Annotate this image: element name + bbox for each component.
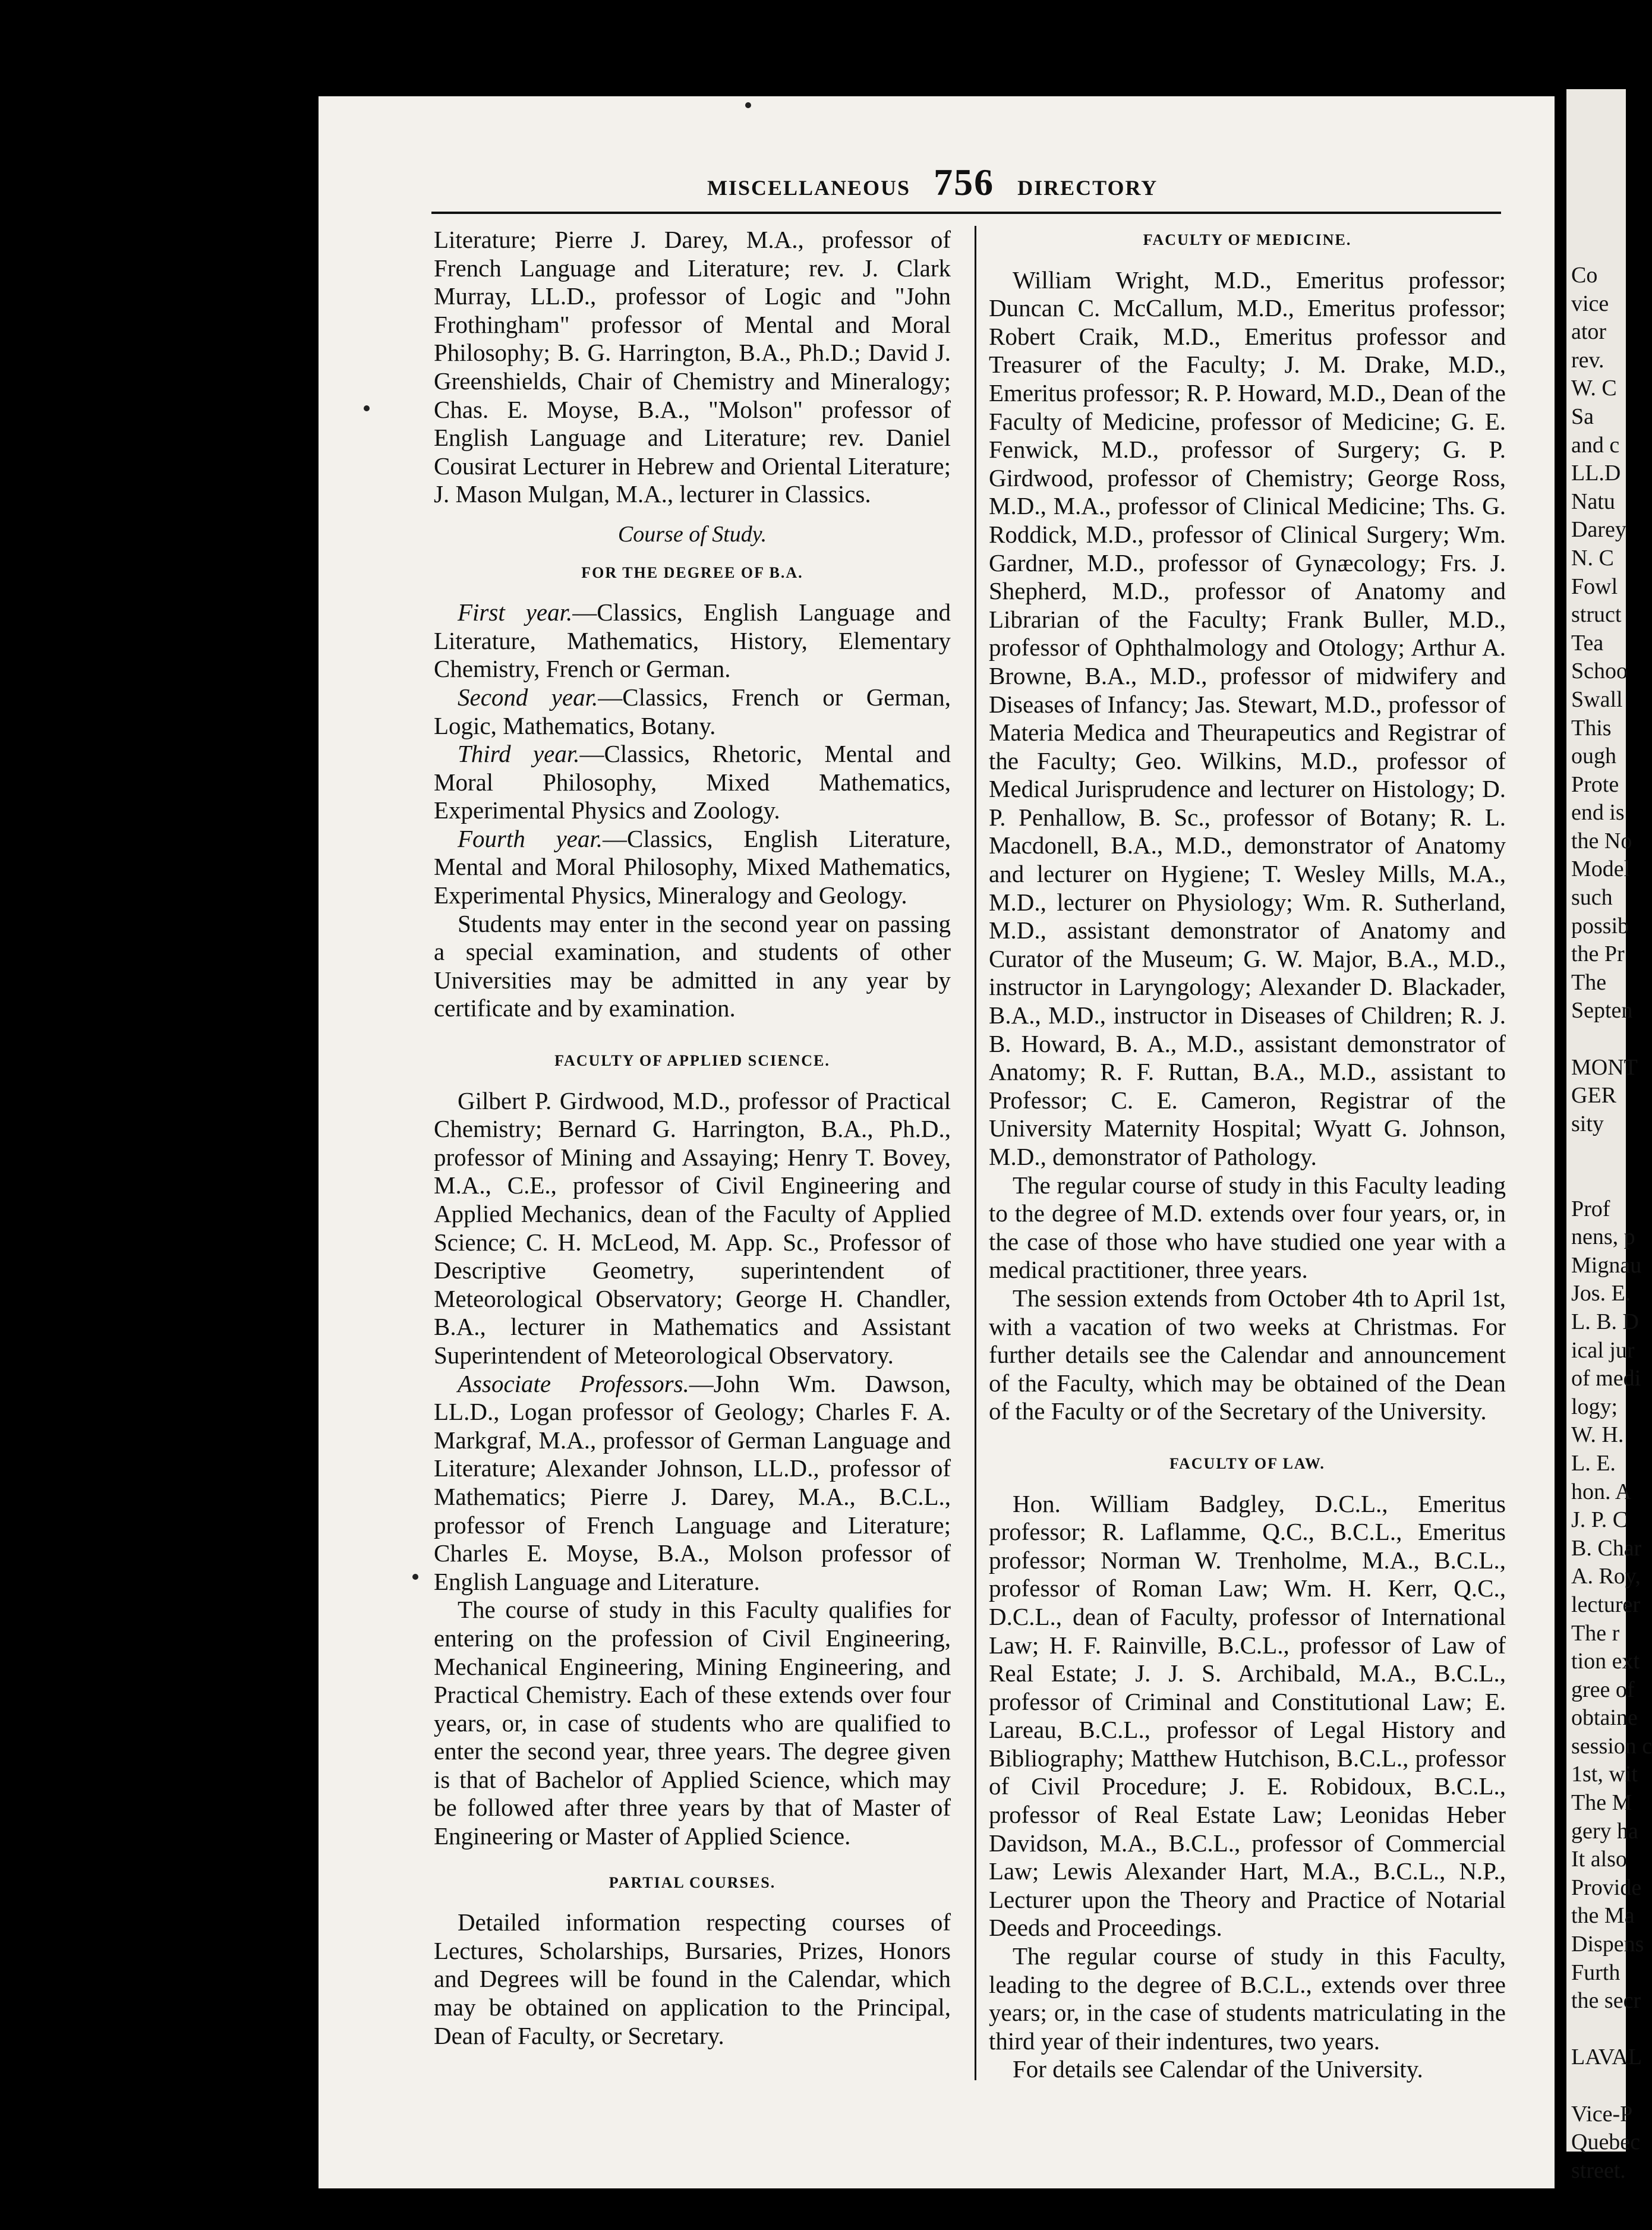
second-year-text: —Classics, French or German, Logic, Mathematics, Botany.	[434, 683, 951, 739]
column-rule	[975, 226, 976, 2080]
adjacent-page-line: 1st, wit	[1571, 1762, 1638, 1787]
left-column	[434, 226, 951, 2050]
first-year-text: —Classics, English Language and Literature, Mathematics, History, Elementary Chemistry, French or German.	[434, 599, 951, 683]
adjacent-page-line: of medi	[1571, 1366, 1641, 1391]
adjacent-page-line: Mignau	[1571, 1252, 1642, 1278]
adjacent-page-line: W. C	[1571, 376, 1617, 401]
adjacent-page-line	[1571, 2072, 1626, 2100]
adjacent-page-line: gree of	[1571, 1677, 1635, 1702]
adjacent-page-line: such	[1571, 885, 1613, 911]
adjacent-page-line: Co	[1571, 263, 1598, 288]
adjacent-page-line: the No	[1571, 828, 1632, 853]
arts-staff-paragraph: Literature; Pierre J. Darey, M.A., professor of French Language and Literature; rev. J. Clark Murray, LL.D., professor of Logic and "John Frothingham" professor of Mental and Moral Philosophy; B. G. Harrington, B.A., Ph.D.; David J. Greenshields, Chair of Chemistry and Mineralogy; Chas. E. Moyse, B.A., "Molson" professor of English Language and Literature; rev. Daniel Cousirat Lecturer in Hebrew and Oriental Literature; J. Mason Mulgan, M.A., lecturer in Classics.	[434, 226, 951, 508]
adjacent-page-edge	[1566, 89, 1652, 2183]
adjacent-page-line: and c	[1571, 432, 1620, 458]
adjacent-page-line: ator	[1571, 319, 1607, 345]
adjacent-page-line: Model	[1571, 856, 1631, 882]
adjacent-page-line: logy;	[1571, 1394, 1618, 1419]
adjacent-page-line	[1571, 2015, 1626, 2044]
adjacent-page-line: The	[1571, 969, 1607, 995]
adjacent-page-line: L. B. D	[1571, 1309, 1639, 1334]
adjacent-page-line: street.	[1571, 2157, 1626, 2183]
adjacent-page-line: Vice-P	[1571, 2101, 1633, 2127]
adjacent-page-line: MONT	[1571, 1054, 1638, 1080]
adjacent-page-line: Provide	[1571, 1875, 1642, 1900]
adjacent-page-line: LL.D	[1571, 461, 1621, 486]
adjacent-page-line: obtaine	[1571, 1705, 1638, 1731]
applied-course-paragraph: The course of study in this Faculty qualifies for entering on the profession of Civil Engineering, Mechanical Engineering, Mining Engineering, and Practical Chemistry. Each of these extends over four years, or, in case of students who are qualified to enter the second year, three years. The degree given is that of Bachelor of Applied Science, which may be followed after three years by that of Master of Engineering or Master of Applied Science.	[434, 1596, 951, 1850]
applied-science-staff: Gilbert P. Girdwood, M.D., professor of Practical Chemistry; Bernard G. Harrington, B.A., Ph.D., professor of Mining and Assaying; Henry T. Bovey, M.A., C.E., professor of Civil Engineering and Applied Mechanics, dean of the Faculty of Applied Science; C. H. McLeod, M. App. Sc., Professor of Descriptive Geometry, superintendent of Meteorological Observatory; George H. Chandler, B.A., lecturer in Mathematics and Assistant Superintendent of Meteorological Observatory.	[434, 1086, 951, 1369]
partial-courses-paragraph: Detailed information respecting courses of Lectures, Scholarships, Bursaries, Prizes, Honors and Degrees will be found in the Calendar, which may be obtained on application to the Principal, Dean of Faculty, or Secretary.	[434, 1908, 951, 2049]
medicine-session-paragraph: The session extends from October 4th to April 1st, with a vacation of two weeks at Christmas. For further details see the Calendar and announcement of the Faculty, which may be obtained of the Dean of the Faculty or of the Secretary of the University.	[989, 1284, 1506, 1425]
adjacent-page-line: GER	[1571, 1083, 1616, 1108]
adjacent-page-line: Prote	[1571, 771, 1619, 797]
adjacent-page-line: tion ext	[1571, 1649, 1640, 1674]
associate-professors-text: —John Wm. Dawson, LL.D., Logan professor of Geology; Charles F. A. Markgraf, M.A., professor of German Language and Literature; Alexander Johnson, LL.D., professor of Mathematics; Pierre J. Darey, M.A., B.C.L., professor of French Language and Literature; Charles E. Moyse, B.A., Molson professor of English Language and Literature.	[434, 1369, 951, 1595]
adjacent-page-line: gery ha	[1571, 1818, 1638, 1844]
adjacent-page-line: Schoo	[1571, 659, 1628, 684]
fourth-year-label: Fourth year.	[458, 824, 603, 852]
adjacent-page-line: hon. A	[1571, 1479, 1632, 1504]
law-details-paragraph: For details see Calendar of the University.	[1013, 2055, 1423, 2083]
margin-dot	[412, 1574, 418, 1580]
medicine-course-paragraph: The regular course of study in this Faculty leading to the degree of M.D. extends over four years, or, in the case of those who have studied one year with a medical practitioner, three years.	[989, 1171, 1506, 1284]
adjacent-page-line: Darey	[1571, 517, 1626, 543]
adjacent-page-line: the Ma	[1571, 1903, 1635, 1929]
adjacent-page-line	[1571, 1167, 1626, 1195]
adjacent-page-line: B. Char	[1571, 1535, 1642, 1561]
adjacent-page-text	[1566, 262, 1652, 2185]
adjacent-page-line: the Pr	[1571, 941, 1625, 967]
third-year-text: —Classics, Rhetoric, Mental and Moral Philosophy, Mixed Mathematics, Experimental Physics and Zoology.	[434, 740, 951, 824]
adjacent-page-line: end is	[1571, 800, 1625, 826]
third-year-paragraph	[434, 740, 951, 825]
adjacent-page-line: Tea	[1571, 630, 1604, 656]
adjacent-page-line: Dispens	[1571, 1932, 1644, 1957]
header-right: DIRECTORY	[1017, 176, 1158, 200]
associate-professors-paragraph	[434, 1370, 951, 1596]
first-year-label: First year.	[458, 599, 573, 626]
adjacent-page-line: L. E.	[1571, 1450, 1616, 1476]
law-heading: FACULTY OF LAW.	[1169, 1454, 1325, 1472]
adjacent-page-line: ical jur	[1571, 1337, 1635, 1363]
adjacent-page-line: Septen	[1571, 998, 1633, 1023]
right-column	[989, 226, 1506, 2084]
second-year-label: Second year.	[458, 683, 598, 711]
applied-science-heading: FACULTY OF APPLIED SCIENCE.	[554, 1052, 830, 1070]
medicine-heading: FACULTY OF MEDICINE.	[1143, 231, 1352, 248]
adjacent-page-line	[1571, 1138, 1626, 1167]
admission-paragraph: Students may enter in the second year on passing a special examination, and students of other Universities may be admitted in any year by certificate and by examination.	[434, 909, 951, 1022]
adjacent-page-line: Sa	[1571, 404, 1594, 429]
adjacent-page-line: possib	[1571, 913, 1629, 938]
adjacent-page-line: rev.	[1571, 347, 1604, 373]
adjacent-page-line: the secr	[1571, 1988, 1641, 2014]
course-of-study-heading: Course of Study.	[617, 521, 767, 547]
adjacent-page-line: Jos. E.	[1571, 1281, 1631, 1306]
margin-dot	[364, 405, 370, 411]
adjacent-page-line: sity	[1571, 1111, 1604, 1136]
adjacent-page-line: ough	[1571, 744, 1616, 769]
second-year-paragraph	[434, 684, 951, 740]
adjacent-page-line: W. H.	[1571, 1422, 1624, 1448]
adjacent-page-line: N. C	[1571, 545, 1614, 571]
adjacent-page-line: Furth	[1571, 1960, 1621, 1985]
adjacent-page-line	[1571, 1025, 1626, 1054]
fourth-year-text: —Classics, English Literature, Mental and Moral Philosophy, Mixed Mathematics, Experimental Physics, Mineralogy and Geology.	[434, 824, 951, 909]
adjacent-page-line: lecturer	[1571, 1592, 1641, 1617]
adjacent-page-line: Natu	[1571, 489, 1615, 514]
adjacent-page-line: J. P. C	[1571, 1507, 1628, 1533]
header-left: MISCELLANEOUS	[707, 176, 911, 200]
first-year-paragraph	[434, 599, 951, 684]
adjacent-page-line: LAVAL	[1571, 2045, 1642, 2070]
adjacent-page-line: Quebec	[1571, 2130, 1641, 2155]
third-year-label: Third year.	[458, 740, 580, 768]
margin-dot	[745, 102, 751, 108]
adjacent-page-line: Swall	[1571, 686, 1623, 712]
adjacent-page-line: session c	[1571, 1733, 1652, 1759]
adjacent-page-line: nens, p	[1571, 1224, 1635, 1250]
adjacent-page-line: The M	[1571, 1790, 1632, 1816]
adjacent-page-line: vice	[1571, 291, 1609, 316]
ba-degree-heading: FOR THE DEGREE OF B.A.	[581, 563, 803, 581]
header-rule	[431, 212, 1501, 214]
adjacent-page-line: struct	[1571, 602, 1622, 628]
partial-courses-heading: PARTIAL COURSES.	[609, 1873, 776, 1891]
adjacent-page-line: The r	[1571, 1620, 1620, 1646]
adjacent-page-line: A. Roy,	[1571, 1564, 1641, 1589]
page-header	[707, 160, 1183, 204]
adjacent-page-line: This	[1571, 715, 1612, 741]
adjacent-page-line: It also	[1571, 1847, 1627, 1872]
adjacent-page-line: Prof	[1571, 1196, 1610, 1221]
fourth-year-paragraph	[434, 825, 951, 910]
law-course-paragraph: The regular course of study in this Faculty, leading to the degree of B.C.L., extends over three years; or, in the case of students matriculating in the third year of their indentures, two years.	[989, 1942, 1506, 2055]
medicine-staff: William Wright, M.D., Emeritus professor; Duncan C. McCallum, M.D., Emeritus professor; Robert Craik, M.D., Emeritus professor and Treasurer of the Faculty; J. M. Drake, M.D., Emeritus professor; R. P. Howard, M.D., Dean of the Faculty of Medicine, professor of Medicine; G. E. Fenwick, M.D., professor of Surgery; G. P. Girdwood, professor of Chemistry; George Ross, M.D., M.A., professor of Clinical Medicine; Ths. G. Roddick, M.D., professor of Clinical Surgery; Wm. Gardner, M.D., professor of Gynæcology; Frs. J. Shepherd, M.D., professor of Anatomy and Librarian of the Faculty; Frank Buller, M.D., professor of Ophthalmology and Otology; Arthur A. Browne, B.A., M.D., professor of midwifery and Diseases of Infancy; Jas. Stewart, M.D., professor of Materia Medica and Theurapeutics and Registrar of the Faculty; Geo. Wilkins, M.D., professor of Medical Jurisprudence and lecturer on Histology; D. P. Penhallow, B. Sc., professor of Botany; R. L. Macdonell, B.A., M.D., demonstrator of Anatomy and lecturer on Hygiene; T. Wesley Mills, M.A., M.D., lecturer on Physiology; Wm. R. Sutherland, M.D., assistant demonstrator of Anatomy and Curator of the Museum; G. W. Major, B.A., M.D., instructor in Laryngology; Alexander D. Blackader, B.A., M.D., instructor in Diseases of Children; R. J. B. Howard, B. A., M.D., assistant demonstrator of Anatomy; R. F. Ruttan, B.A., M.D., assistant to Professor; C. E. Cameron, Registrar of the University Maternity Hospital; Wyatt G. Johnson, M.D., demonstrator of Pathology.	[989, 266, 1506, 1170]
law-staff: Hon. William Badgley, D.C.L., Emeritus professor; R. Laflamme, Q.C., B.C.L., Emeritus professor; Norman W. Trenholme, M.A., B.C.L., professor of Roman Law; Wm. H. Kerr, Q.C., D.C.L., dean of Faculty, professor of International Law; H. F. Rainville, B.C.L., professor of Law of Real Estate; J. J. S. Archibald, M.A., B.C.L., professor of Criminal and Constitutional Law; E. Lareau, B.C.L., professor of Legal History and Bibliography; Matthew Hutchison, B.C.L., professor of Civil Procedure; J. E. Robidoux, B.C.L., professor of Real Estate Law; Leonidas Heber Davidson, M.A., B.C.L., professor of Commercial Law; Lewis Alexander Hart, M.A., B.C.L., N.P., Lecturer upon the Theory and Practice of Notarial Deeds and Proceedings.	[989, 1489, 1506, 1942]
adjacent-page-line: Fowl	[1571, 574, 1618, 599]
page-number: 756	[934, 161, 995, 203]
associate-professors-label: Associate Professors.	[458, 1369, 689, 1397]
